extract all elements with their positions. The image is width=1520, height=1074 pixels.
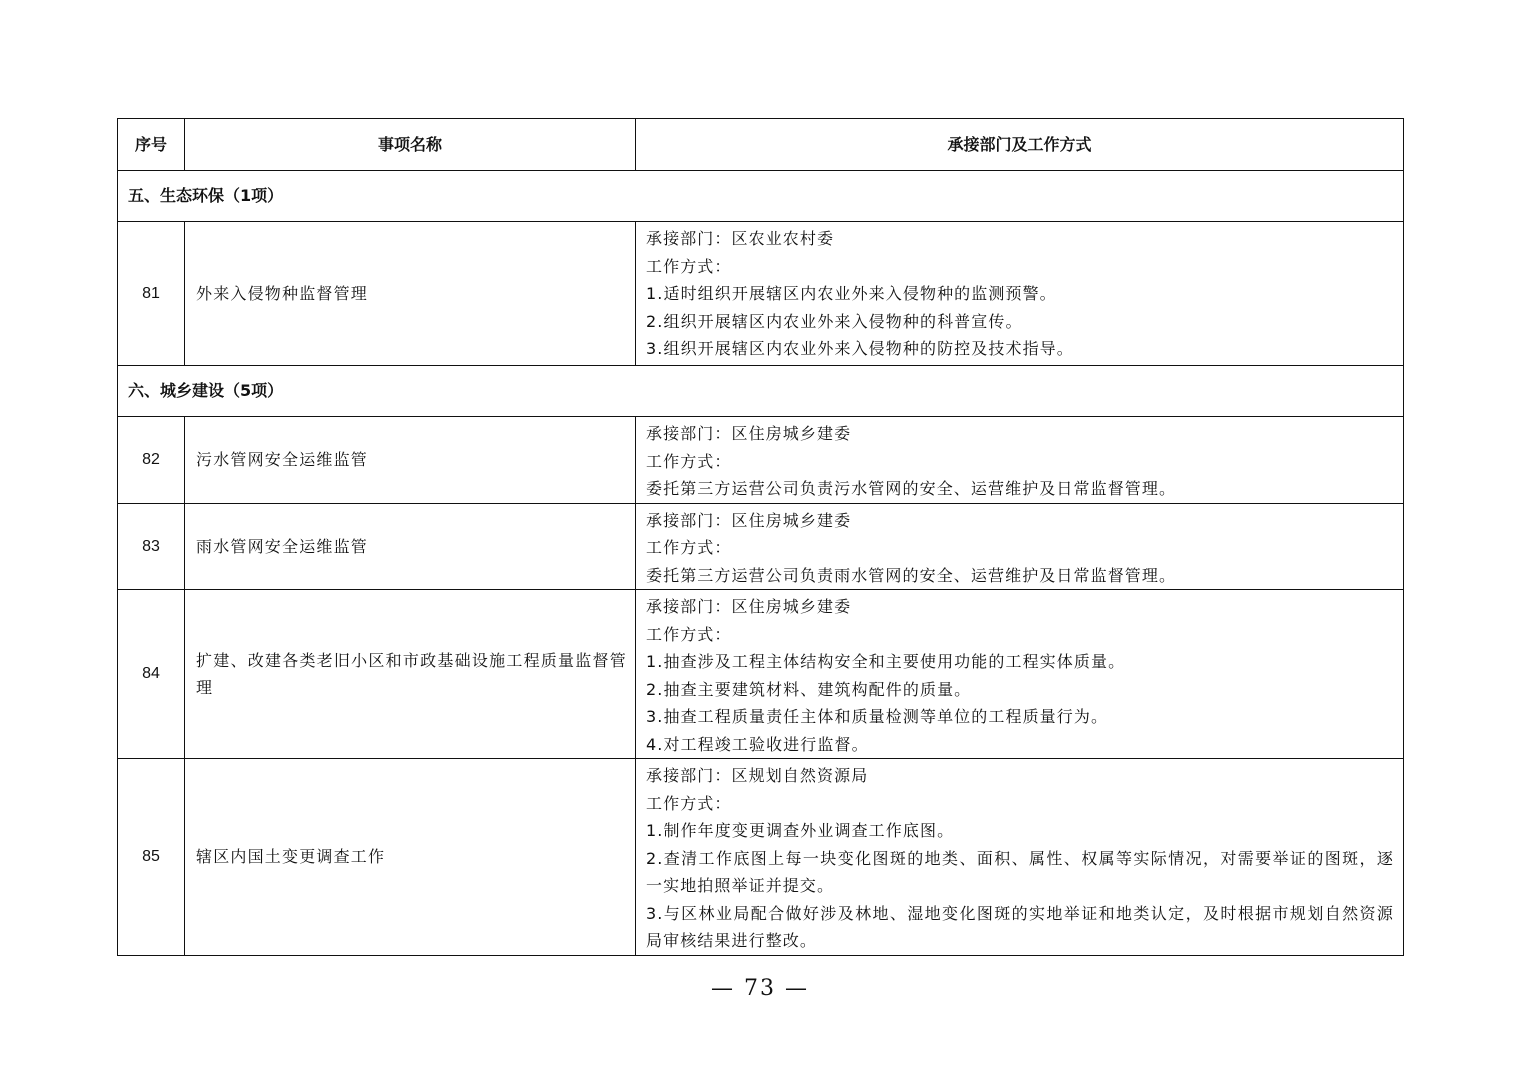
header-item-name: 事项名称 [185,119,636,171]
row-number: 85 [118,759,185,956]
row-department-method [636,503,1404,590]
section-row [118,366,1404,417]
dept-line: 1.抽查涉及工程主体结构安全和主要使用功能的工程实体质量。 [646,652,1126,671]
items-table [117,118,1404,956]
table-row [118,222,1404,366]
dept-line: 承接部门：区住房城乡建委 [646,424,852,443]
page-number: — 73 — [711,976,809,1001]
row-item-name: 扩建、改建各类老旧小区和市政基础设施工程质量监督管理 [185,590,636,759]
dept-line: 工作方式： [646,256,732,276]
row-number: 81 [118,222,185,366]
dept-line: 工作方式： [646,451,732,471]
dept-line: 2.查清工作底图上每一块变化图斑的地类、面积、属性、权属等实际情况，对需要举证的图斑，逐一实地拍照举证并提交。 [646,848,1394,895]
dept-line: 3.组织开展辖区内农业外来入侵物种的防控及技术指导。 [646,339,1074,358]
dept-line: 承接部门：区住房城乡建委 [646,510,852,530]
row-item-name: 雨水管网安全运维监管 [185,503,636,590]
table-row [118,417,1404,504]
row-item-name: 辖区内国土变更调查工作 [185,759,636,956]
row-number: 82 [118,417,185,504]
dept-line: 3.与区林业局配合做好涉及林地、湿地变化图斑的实地举证和地类认定，及时根据市规划自然资源局审核结果进行整改。 [646,903,1394,950]
dept-line: 1.适时组织开展辖区内农业外来入侵物种的监测预警。 [646,284,1057,303]
dept-line: 工作方式： [646,538,732,557]
dept-line: 工作方式： [646,624,732,644]
header-department-method: 承接部门及工作方式 [636,119,1404,171]
dept-line: 工作方式： [646,793,732,813]
dept-line: 3.抽查工程质量责任主体和质量检测等单位的工程质量行为。 [646,707,1109,726]
dept-line: 承接部门：区规划自然资源局 [646,766,869,785]
dept-line: 2.组织开展辖区内农业外来入侵物种的科普宣传。 [646,311,1023,331]
row-item-name: 污水管网安全运维监管 [185,417,636,504]
row-department-method [636,417,1404,504]
dept-line: 2.抽查主要建筑材料、建筑构配件的质量。 [646,679,972,699]
row-number: 83 [118,503,185,590]
section-title: 六、城乡建设（5项） [118,366,1404,417]
dept-line: 委托第三方运营公司负责雨水管网的安全、运营维护及日常监督管理。 [646,565,1177,585]
table-row [118,590,1404,759]
table-header-row [118,119,1404,171]
row-department-method [636,759,1404,956]
row-department-method [636,222,1404,366]
dept-line: 承接部门：区农业农村委 [646,229,835,248]
document-table-container [117,118,1403,956]
row-department-method [636,590,1404,759]
table-row [118,759,1404,956]
dept-line: 承接部门：区住房城乡建委 [646,597,852,616]
section-row [118,171,1404,222]
dept-line: 委托第三方运营公司负责污水管网的安全、运营维护及日常监督管理。 [646,479,1177,498]
table-row [118,503,1404,590]
dept-line: 4.对工程竣工验收进行监督。 [646,734,869,754]
header-serial-number: 序号 [118,119,185,171]
row-number: 84 [118,590,185,759]
dept-line: 1.制作年度变更调查外业调查工作底图。 [646,821,955,840]
row-item-name: 外来入侵物种监督管理 [185,222,636,366]
section-title: 五、生态环保（1项） [118,171,1404,222]
